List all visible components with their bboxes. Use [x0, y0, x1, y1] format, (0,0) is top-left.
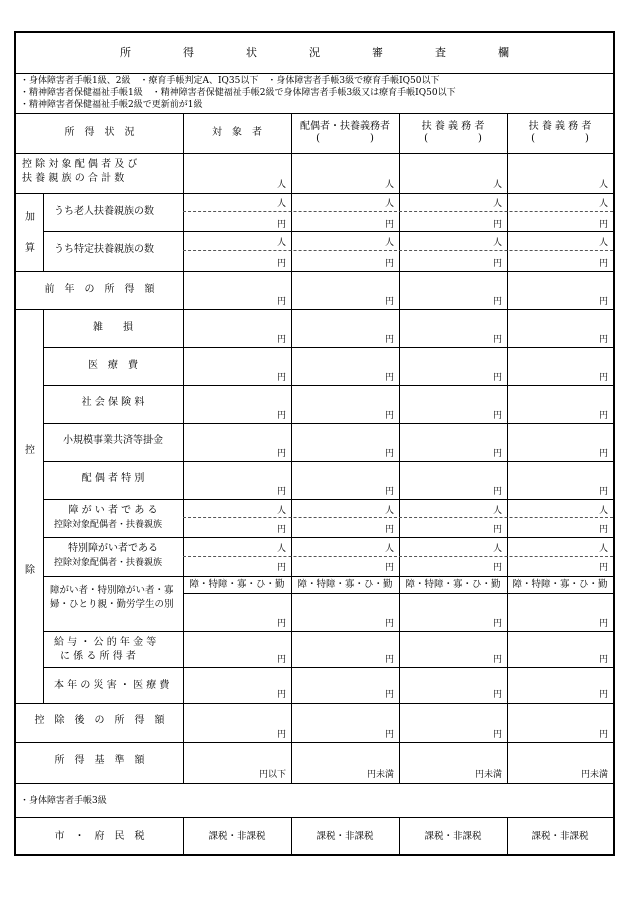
unit-yen: 円 [384, 619, 394, 629]
unit-person: 人 [492, 180, 502, 190]
unit-yen: 円 [492, 449, 502, 459]
unit-person: 人 [384, 180, 394, 190]
deduction-label-1: 控 [25, 445, 35, 456]
divider [43, 499, 613, 500]
unit-yen: 円 [598, 525, 608, 535]
unit-yen: 円 [598, 487, 608, 497]
unit-yen: 円 [492, 730, 502, 740]
divider [43, 423, 613, 424]
dependents-label-2: 扶 養 親 族 の 合 計 数 [22, 173, 125, 184]
income-review-form [14, 31, 615, 856]
unit-yen: 円 [492, 690, 502, 700]
unit-yen: 円 [384, 220, 394, 230]
dashed-divider [183, 556, 613, 557]
unit-person: 人 [598, 544, 608, 554]
unit-person: 人 [492, 238, 502, 248]
unit-person: 人 [276, 180, 286, 190]
header-spouse-obligor: 配偶者・扶養義務者 [300, 121, 390, 132]
divider [16, 193, 613, 194]
income-after-deduction-label: 控 除 後 の 所 得 額 [34, 715, 165, 726]
unit-yen: 円 [276, 411, 286, 421]
unit-yen: 円 [492, 259, 502, 269]
spouse-special-label: 配 偶 者 特 別 [81, 473, 145, 484]
unit-yen: 円 [598, 619, 608, 629]
divider [43, 231, 613, 232]
divider [16, 113, 613, 114]
unit-yen: 円 [492, 373, 502, 383]
unit-person: 人 [276, 506, 286, 516]
unit-yen: 円 [598, 220, 608, 230]
column-line [399, 113, 400, 783]
footer-note: ・身体障害者手帳3級 [20, 796, 107, 806]
divider [43, 667, 613, 668]
divider [183, 593, 613, 594]
unit-yen: 円 [276, 449, 286, 459]
unit-yen-under: 円未満 [580, 770, 608, 780]
group-line [43, 193, 44, 271]
divider [43, 537, 613, 538]
unit-yen: 円 [276, 563, 286, 573]
category-options: 障・特障・寡・ひ・勤 [512, 579, 608, 590]
medical-expense-label: 医 療 費 [88, 360, 138, 371]
column-line [291, 113, 292, 783]
column-line [183, 113, 184, 783]
unit-yen: 円 [384, 297, 394, 307]
tax-status-option: 課税・非課税 [208, 831, 266, 842]
social-insurance-label: 社 会 保 険 料 [81, 397, 145, 408]
unit-yen: 円 [492, 655, 502, 665]
tax-status-option: 課税・非課税 [424, 831, 482, 842]
unit-yen: 円 [492, 335, 502, 345]
divider [16, 783, 613, 784]
unit-yen: 円 [598, 259, 608, 269]
form-title: 所得状況審査欄 [120, 46, 561, 59]
salary-pension-label-1: 給 与 ・ 公 的 年 金 等 [54, 637, 157, 648]
add-label-2: 算 [25, 243, 35, 254]
unit-person: 人 [598, 180, 608, 190]
header-target: 対 象 者 [212, 127, 262, 138]
unit-yen: 円 [276, 487, 286, 497]
unit-person: 人 [492, 506, 502, 516]
dashed-divider [183, 250, 613, 251]
unit-yen: 円 [276, 730, 286, 740]
unit-yen: 円 [492, 487, 502, 497]
unit-yen: 円 [598, 411, 608, 421]
header-income-status: 所 得 状 況 [64, 127, 135, 138]
unit-yen: 円 [276, 525, 286, 535]
unit-yen: 円 [598, 373, 608, 383]
header-paren: ( ) [531, 133, 589, 144]
tax-status-option: 課税・非課税 [316, 831, 374, 842]
unit-yen: 円 [384, 730, 394, 740]
tax-status-option: 課税・非課税 [531, 831, 589, 842]
header-obligor-2: 扶 養 義 務 者 [528, 121, 592, 132]
unit-person: 人 [384, 199, 394, 209]
unit-yen: 円 [276, 373, 286, 383]
unit-yen: 円 [598, 335, 608, 345]
deduction-label-2: 除 [25, 565, 35, 576]
unit-person: 人 [492, 544, 502, 554]
divider [16, 73, 613, 74]
eligibility-note-2: ・精神障害者保健福祉手帳1級 ・精神障害者保健福祉手帳2級で身体障害者手帳3級又は療育手帳IQ50以下 [20, 88, 456, 98]
unit-person: 人 [384, 238, 394, 248]
category-options: 障・特障・寡・ひ・勤 [297, 579, 393, 590]
unit-person: 人 [598, 506, 608, 516]
divider [43, 631, 613, 632]
unit-yen: 円 [598, 563, 608, 573]
disaster-medical-label: 本 年 の 災 害 ・ 医 療 費 [54, 680, 170, 691]
divider [16, 742, 613, 743]
prev-income-label: 前 年 の 所 得 額 [44, 284, 155, 295]
elderly-dependents-label: うち老人扶養親族の数 [54, 206, 154, 217]
small-business-mutual-aid-label: 小規模事業共済等掛金 [63, 435, 163, 446]
municipal-tax-label: 市 ・ 府 民 税 [54, 831, 145, 842]
unit-yen: 円 [384, 690, 394, 700]
salary-pension-label-2: に 係 る 所 得 者 [60, 651, 136, 662]
unit-yen: 円 [276, 655, 286, 665]
unit-yen: 円 [598, 655, 608, 665]
special-disabled-dependents-label-2: 控除対象配偶者・扶養親族 [54, 558, 163, 568]
unit-yen: 円 [492, 411, 502, 421]
add-label-1: 加 [25, 212, 35, 223]
unit-person: 人 [492, 199, 502, 209]
divider [16, 309, 613, 310]
specific-dependents-label: うち特定扶養親族の数 [54, 244, 154, 255]
disability-status-label-1: 障がい者・特別障がい者・寡 [50, 585, 174, 596]
unit-yen: 円 [276, 259, 286, 269]
unit-yen: 円 [276, 220, 286, 230]
column-line [507, 113, 508, 783]
casualty-loss-label: 雑 損 [93, 322, 133, 333]
divider [43, 347, 613, 348]
eligibility-note-1: ・身体障害者手帳1級、2級 ・療育手帳判定A、IQ35以下 ・身体障害者手帳3級で療育手帳IQ50以下 [20, 76, 440, 86]
unit-yen: 円 [276, 335, 286, 345]
header-paren: ( ) [316, 133, 374, 144]
divider [43, 385, 613, 386]
eligibility-note-3: ・精神障害者保健福祉手帳2級で更新前が1級 [20, 100, 203, 110]
unit-yen-or-less: 円以下 [258, 770, 286, 780]
unit-person: 人 [598, 199, 608, 209]
unit-yen-under: 円未満 [366, 770, 394, 780]
unit-yen: 円 [384, 449, 394, 459]
disability-status-label-2: 婦・ひとり親・勤労学生の別 [50, 599, 174, 610]
unit-person: 人 [276, 544, 286, 554]
unit-yen: 円 [384, 373, 394, 383]
unit-yen: 円 [384, 259, 394, 269]
unit-yen: 円 [276, 619, 286, 629]
disabled-dependents-label-2: 控除対象配偶者・扶養親族 [54, 520, 163, 530]
unit-person: 人 [276, 199, 286, 209]
unit-person: 人 [276, 238, 286, 248]
unit-yen-under: 円未満 [474, 770, 502, 780]
unit-person: 人 [384, 506, 394, 516]
unit-yen: 円 [598, 690, 608, 700]
dependents-label-1: 控 除 対 象 配 偶 者 及 び [22, 159, 138, 170]
divider [43, 461, 613, 462]
divider [16, 817, 613, 818]
unit-yen: 円 [384, 487, 394, 497]
unit-yen: 円 [384, 655, 394, 665]
unit-yen: 円 [492, 297, 502, 307]
unit-yen: 円 [492, 619, 502, 629]
unit-yen: 円 [276, 690, 286, 700]
disabled-dependents-label-1: 障 が い 者 で あ る [68, 505, 158, 516]
divider [16, 153, 613, 154]
unit-yen: 円 [492, 563, 502, 573]
dashed-divider [183, 211, 613, 212]
unit-person: 人 [384, 544, 394, 554]
unit-person: 人 [598, 238, 608, 248]
divider [43, 576, 613, 577]
divider [16, 703, 613, 704]
unit-yen: 円 [598, 449, 608, 459]
divider [16, 271, 613, 272]
unit-yen: 円 [276, 297, 286, 307]
dashed-divider [183, 517, 613, 518]
unit-yen: 円 [598, 730, 608, 740]
unit-yen: 円 [384, 335, 394, 345]
category-options: 障・特障・寡・ひ・勤 [405, 579, 501, 590]
header-paren: ( ) [424, 133, 482, 144]
unit-yen: 円 [384, 563, 394, 573]
unit-yen: 円 [598, 297, 608, 307]
income-standard-label: 所 得 基 準 額 [54, 755, 145, 766]
header-obligor-1: 扶 養 義 務 者 [421, 121, 485, 132]
unit-yen: 円 [492, 525, 502, 535]
special-disabled-dependents-label-1: 特別障がい者である [68, 543, 158, 554]
unit-yen: 円 [492, 220, 502, 230]
unit-yen: 円 [384, 525, 394, 535]
category-options: 障・特障・寡・ひ・勤 [189, 579, 285, 590]
unit-yen: 円 [384, 411, 394, 421]
